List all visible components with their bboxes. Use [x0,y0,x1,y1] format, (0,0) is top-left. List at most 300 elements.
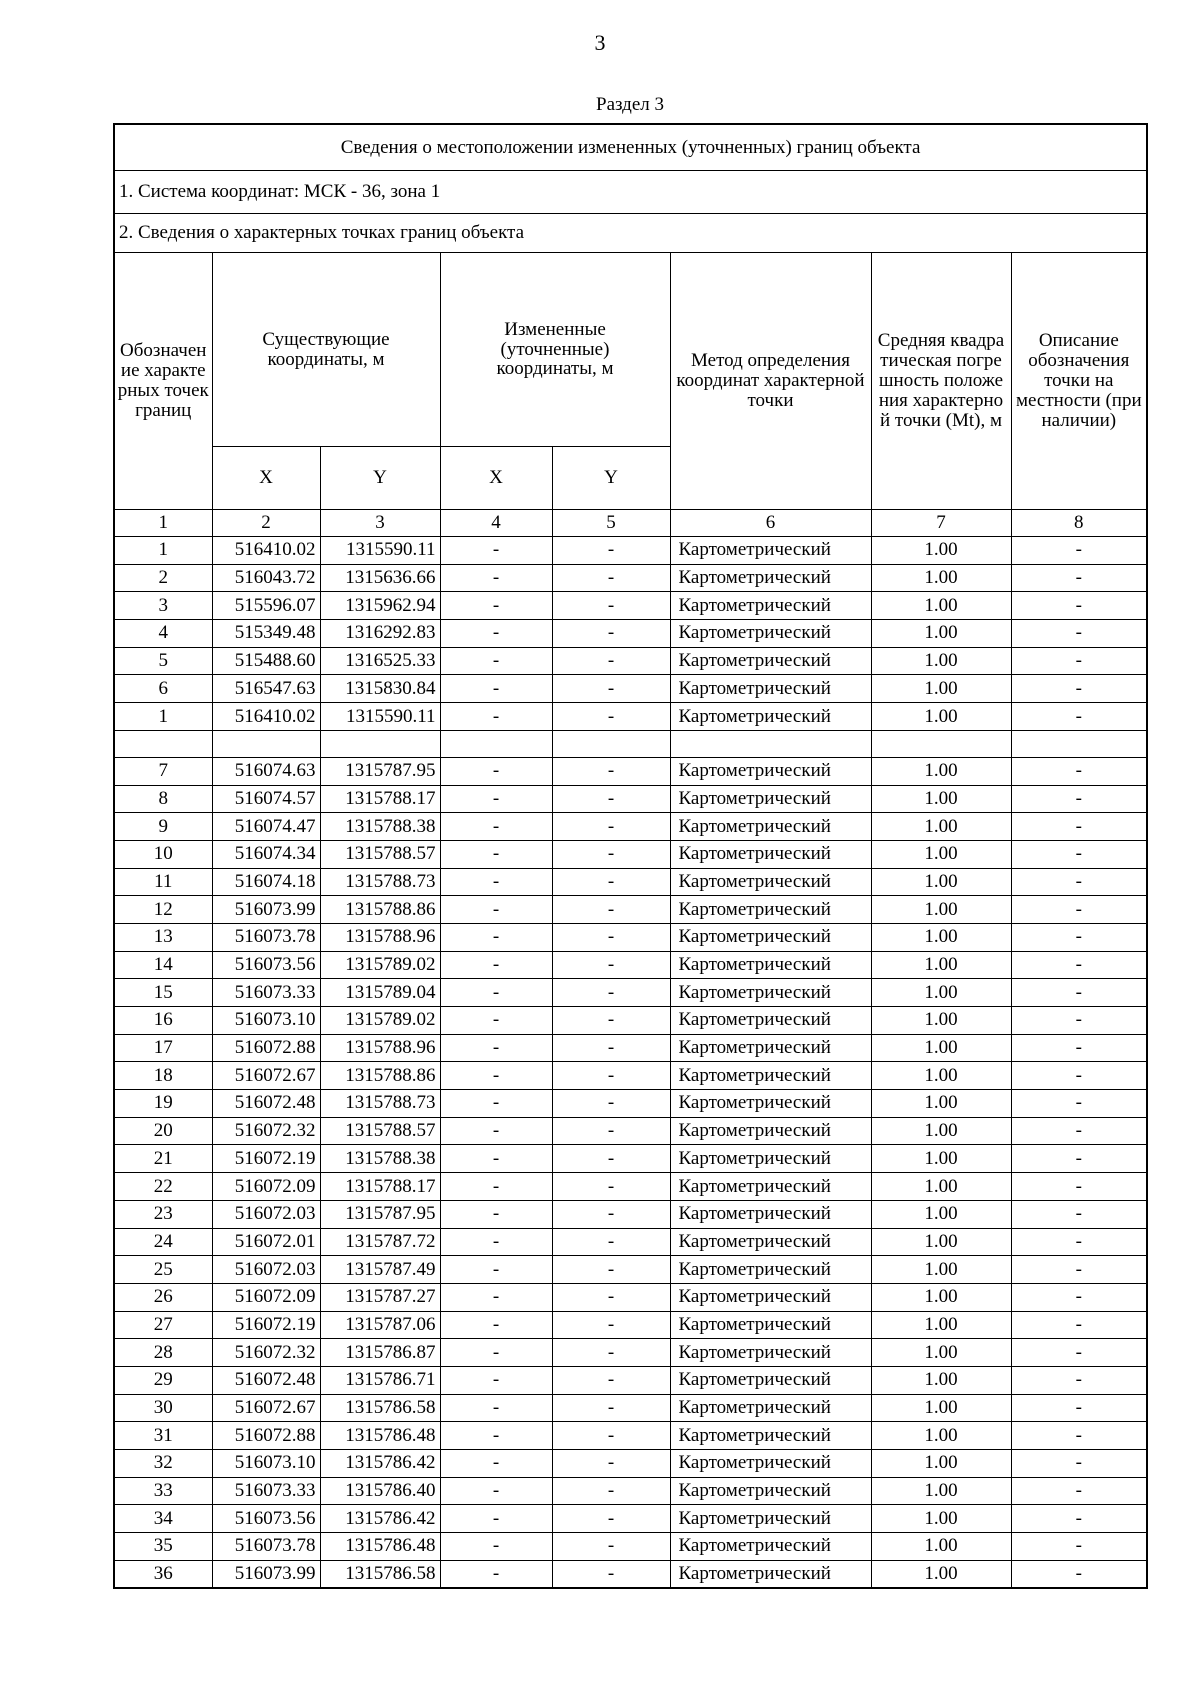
table-row [114,896,1147,924]
existing-x-cell: 516410.02 [212,537,320,565]
changed-y-cell: - [552,1090,670,1118]
changed-y-cell: - [552,1422,670,1450]
changed-x-cell: - [440,537,552,565]
error-cell: 1.00 [871,868,1011,896]
changed-x-cell: - [440,1450,552,1478]
method-cell: Картометрический [670,537,871,565]
existing-x-cell: 516072.48 [212,1366,320,1394]
header-description: Описание обозначения точки на местности (при наличии) [1011,253,1147,510]
table-row [114,1339,1147,1367]
existing-y-cell: 1315590.11 [320,703,440,731]
description-cell: - [1011,1283,1147,1311]
column-number: 6 [670,510,871,537]
empty-cell [670,730,871,757]
changed-x-cell: - [440,757,552,785]
table-row [114,675,1147,703]
changed-x-cell: - [440,1505,552,1533]
table-title: Сведения о местоположении измененных (уточненных) границ объекта [114,124,1147,171]
changed-y-cell: - [552,1533,670,1561]
method-cell: Картометрический [670,1505,871,1533]
changed-x-cell: - [440,813,552,841]
method-cell: Картометрический [670,1173,871,1201]
existing-y-cell: 1315590.11 [320,537,440,565]
existing-y-cell: 1315786.42 [320,1450,440,1478]
description-cell: - [1011,537,1147,565]
existing-y-cell: 1315788.57 [320,840,440,868]
point-number-cell: 32 [114,1450,212,1478]
changed-y-cell: - [552,896,670,924]
table-row [114,868,1147,896]
changed-y-cell: - [552,537,670,565]
changed-y-cell: - [552,1117,670,1145]
method-cell: Картометрический [670,979,871,1007]
table-row [114,1034,1147,1062]
changed-x-cell: - [440,1256,552,1284]
error-cell: 1.00 [871,647,1011,675]
method-cell: Картометрический [670,1450,871,1478]
changed-y-cell: - [552,1256,670,1284]
point-number-cell: 3 [114,592,212,620]
point-number-cell: 14 [114,951,212,979]
point-number-cell: 36 [114,1560,212,1588]
table-row [114,1173,1147,1201]
description-cell: - [1011,1339,1147,1367]
table-row [114,979,1147,1007]
description-cell: - [1011,703,1147,731]
table-row [114,592,1147,620]
changed-x-cell: - [440,1228,552,1256]
changed-y-cell: - [552,1311,670,1339]
changed-y-cell: - [552,1450,670,1478]
point-number-cell: 23 [114,1200,212,1228]
description-cell: - [1011,951,1147,979]
existing-x-cell: 516072.19 [212,1311,320,1339]
table-row [114,1533,1147,1561]
point-number-cell: 4 [114,620,212,648]
changed-x-cell: - [440,785,552,813]
changed-y-cell: - [552,951,670,979]
table-row [114,1422,1147,1450]
method-cell: Картометрический [670,703,871,731]
header-changed-y: Y [552,447,670,510]
changed-x-cell: - [440,1533,552,1561]
table-row [114,1062,1147,1090]
column-number: 4 [440,510,552,537]
changed-x-cell: - [440,1366,552,1394]
error-cell: 1.00 [871,896,1011,924]
error-cell: 1.00 [871,813,1011,841]
existing-x-cell: 516072.88 [212,1034,320,1062]
existing-y-cell: 1315788.17 [320,785,440,813]
table-row [114,1394,1147,1422]
description-cell: - [1011,757,1147,785]
error-cell: 1.00 [871,537,1011,565]
error-cell: 1.00 [871,592,1011,620]
table-row [114,1200,1147,1228]
error-cell: 1.00 [871,1256,1011,1284]
changed-x-cell: - [440,896,552,924]
table-row [114,1311,1147,1339]
table-row [114,757,1147,785]
table-row [114,703,1147,731]
description-cell: - [1011,979,1147,1007]
point-number-cell: 21 [114,1145,212,1173]
point-number-cell: 8 [114,785,212,813]
changed-y-cell: - [552,785,670,813]
changed-x-cell: - [440,951,552,979]
empty-cell [440,730,552,757]
changed-x-cell: - [440,1062,552,1090]
description-cell: - [1011,675,1147,703]
method-cell: Картометрический [670,1366,871,1394]
description-cell: - [1011,813,1147,841]
error-cell: 1.00 [871,1007,1011,1035]
column-number: 3 [320,510,440,537]
point-number-cell: 1 [114,537,212,565]
point-number-cell: 6 [114,675,212,703]
existing-x-cell: 516072.32 [212,1339,320,1367]
existing-x-cell: 516072.67 [212,1062,320,1090]
point-number-cell: 28 [114,1339,212,1367]
existing-x-cell: 516072.48 [212,1090,320,1118]
existing-y-cell: 1315789.04 [320,979,440,1007]
description-cell: - [1011,1311,1147,1339]
changed-y-cell: - [552,1007,670,1035]
description-cell: - [1011,564,1147,592]
method-cell: Картометрический [670,1062,871,1090]
changed-y-cell: - [552,923,670,951]
changed-y-cell: - [552,979,670,1007]
changed-x-cell: - [440,1477,552,1505]
table-row [114,1477,1147,1505]
description-cell: - [1011,868,1147,896]
point-number-cell: 30 [114,1394,212,1422]
point-number-cell: 35 [114,1533,212,1561]
point-number-cell: 17 [114,1034,212,1062]
existing-y-cell: 1316525.33 [320,647,440,675]
point-number-cell: 19 [114,1090,212,1118]
existing-x-cell: 516073.33 [212,1477,320,1505]
error-cell: 1.00 [871,1145,1011,1173]
changed-y-cell: - [552,592,670,620]
changed-x-cell: - [440,1560,552,1588]
changed-y-cell: - [552,1200,670,1228]
existing-y-cell: 1315788.38 [320,813,440,841]
changed-y-cell: - [552,1145,670,1173]
method-cell: Картометрический [670,1283,871,1311]
existing-x-cell: 515349.48 [212,620,320,648]
description-cell: - [1011,592,1147,620]
column-number: 7 [871,510,1011,537]
existing-y-cell: 1315788.96 [320,923,440,951]
column-number-row [114,510,1147,537]
existing-y-cell: 1315788.73 [320,868,440,896]
point-number-cell: 9 [114,813,212,841]
column-number: 1 [114,510,212,537]
header-existing-y: Y [320,447,440,510]
description-cell: - [1011,1228,1147,1256]
existing-x-cell: 516073.56 [212,951,320,979]
changed-y-cell: - [552,675,670,703]
existing-x-cell: 516073.33 [212,979,320,1007]
point-number-cell: 27 [114,1311,212,1339]
changed-y-cell: - [552,1034,670,1062]
existing-x-cell: 516072.01 [212,1228,320,1256]
existing-y-cell: 1315788.96 [320,1034,440,1062]
method-cell: Картометрический [670,923,871,951]
point-number-cell: 2 [114,564,212,592]
error-cell: 1.00 [871,785,1011,813]
changed-y-cell: - [552,1394,670,1422]
column-number: 8 [1011,510,1147,537]
error-cell: 1.00 [871,620,1011,648]
existing-y-cell: 1315636.66 [320,564,440,592]
changed-x-cell: - [440,1117,552,1145]
changed-x-cell: - [440,1007,552,1035]
header-existing-coordinates: Существующие координаты, м [212,253,440,447]
changed-y-cell: - [552,1339,670,1367]
changed-x-cell: - [440,703,552,731]
changed-x-cell: - [440,1090,552,1118]
existing-x-cell: 515488.60 [212,647,320,675]
method-cell: Картометрический [670,1560,871,1588]
description-cell: - [1011,1090,1147,1118]
existing-x-cell: 516072.09 [212,1173,320,1201]
description-cell: - [1011,1117,1147,1145]
existing-x-cell: 516074.18 [212,868,320,896]
method-cell: Картометрический [670,1422,871,1450]
empty-cell [1011,730,1147,757]
method-cell: Картометрический [670,647,871,675]
table-row [114,951,1147,979]
point-number-cell: 22 [114,1173,212,1201]
changed-y-cell: - [552,703,670,731]
existing-y-cell: 1315786.42 [320,1505,440,1533]
changed-x-cell: - [440,868,552,896]
method-cell: Картометрический [670,1117,871,1145]
changed-x-cell: - [440,675,552,703]
description-cell: - [1011,1560,1147,1588]
method-cell: Картометрический [670,1007,871,1035]
existing-x-cell: 516074.63 [212,757,320,785]
point-number-cell: 15 [114,979,212,1007]
existing-y-cell: 1315786.48 [320,1422,440,1450]
method-cell: Картометрический [670,1034,871,1062]
existing-y-cell: 1315788.38 [320,1145,440,1173]
empty-cell [552,730,670,757]
changed-x-cell: - [440,1200,552,1228]
header-existing-x: X [212,447,320,510]
changed-x-cell: - [440,1311,552,1339]
existing-x-cell: 516043.72 [212,564,320,592]
description-cell: - [1011,923,1147,951]
changed-y-cell: - [552,1477,670,1505]
table-row [114,1283,1147,1311]
point-number-cell: 25 [114,1256,212,1284]
table-row [114,647,1147,675]
point-number-cell: 24 [114,1228,212,1256]
table-row [114,1228,1147,1256]
boundary-points-table [113,123,1148,1589]
error-cell: 1.00 [871,1339,1011,1367]
changed-x-cell: - [440,1173,552,1201]
method-cell: Картометрический [670,757,871,785]
changed-y-cell: - [552,1062,670,1090]
existing-y-cell: 1315788.17 [320,1173,440,1201]
error-cell: 1.00 [871,1283,1011,1311]
table-row [114,813,1147,841]
description-cell: - [1011,1173,1147,1201]
existing-y-cell: 1315787.72 [320,1228,440,1256]
method-cell: Картометрический [670,785,871,813]
empty-cell [114,730,212,757]
description-cell: - [1011,1145,1147,1173]
error-cell: 1.00 [871,1117,1011,1145]
description-cell: - [1011,1450,1147,1478]
error-cell: 1.00 [871,564,1011,592]
existing-y-cell: 1315789.02 [320,1007,440,1035]
coordinate-system: 1. Система координат: МСК - 36, зона 1 [114,171,1147,214]
changed-y-cell: - [552,1283,670,1311]
description-cell: - [1011,1034,1147,1062]
point-number-cell: 34 [114,1505,212,1533]
description-cell: - [1011,1200,1147,1228]
existing-x-cell: 516072.67 [212,1394,320,1422]
changed-x-cell: - [440,1034,552,1062]
table-row [114,923,1147,951]
table-row [114,1505,1147,1533]
method-cell: Картометрический [670,1228,871,1256]
table-row [114,1366,1147,1394]
error-cell: 1.00 [871,1533,1011,1561]
existing-x-cell: 516547.63 [212,675,320,703]
existing-y-cell: 1315789.02 [320,951,440,979]
table-row [114,564,1147,592]
existing-y-cell: 1315788.73 [320,1090,440,1118]
existing-x-cell: 516072.09 [212,1283,320,1311]
point-number-cell: 16 [114,1007,212,1035]
existing-y-cell: 1315786.71 [320,1366,440,1394]
point-number-cell: 11 [114,868,212,896]
existing-y-cell: 1315787.49 [320,1256,440,1284]
table-row [114,1450,1147,1478]
existing-y-cell: 1315788.86 [320,896,440,924]
error-cell: 1.00 [871,1311,1011,1339]
header-method: Метод определения координат характерной точки [670,253,871,510]
existing-x-cell: 516073.10 [212,1450,320,1478]
point-number-cell: 18 [114,1062,212,1090]
point-number-cell: 1 [114,703,212,731]
changed-x-cell: - [440,840,552,868]
method-cell: Картометрический [670,813,871,841]
description-cell: - [1011,785,1147,813]
changed-x-cell: - [440,647,552,675]
point-number-cell: 7 [114,757,212,785]
existing-y-cell: 1315786.40 [320,1477,440,1505]
changed-y-cell: - [552,1173,670,1201]
existing-x-cell: 516073.56 [212,1505,320,1533]
existing-y-cell: 1315786.58 [320,1394,440,1422]
error-cell: 1.00 [871,951,1011,979]
point-number-cell: 31 [114,1422,212,1450]
changed-y-cell: - [552,1366,670,1394]
changed-x-cell: - [440,1422,552,1450]
existing-x-cell: 516072.03 [212,1256,320,1284]
table-row [114,1007,1147,1035]
existing-y-cell: 1315787.95 [320,757,440,785]
changed-y-cell: - [552,813,670,841]
error-cell: 1.00 [871,1366,1011,1394]
method-cell: Картометрический [670,1145,871,1173]
description-cell: - [1011,1062,1147,1090]
changed-y-cell: - [552,868,670,896]
error-cell: 1.00 [871,1228,1011,1256]
page-number: 3 [594,30,606,55]
method-cell: Картометрический [670,1394,871,1422]
method-cell: Картометрический [670,620,871,648]
changed-x-cell: - [440,979,552,1007]
error-cell: 1.00 [871,1173,1011,1201]
method-cell: Картометрический [670,675,871,703]
table-row [114,1145,1147,1173]
table-row [114,1256,1147,1284]
existing-x-cell: 516073.78 [212,923,320,951]
changed-x-cell: - [440,564,552,592]
header-error: Средняя квадратическая погрешность положения характерной точки (Mt), м [871,253,1011,510]
table-row [114,1090,1147,1118]
method-cell: Картометрический [670,1256,871,1284]
table-row [114,840,1147,868]
existing-x-cell: 516072.19 [212,1145,320,1173]
existing-x-cell: 516072.32 [212,1117,320,1145]
error-cell: 1.00 [871,923,1011,951]
column-number: 5 [552,510,670,537]
error-cell: 1.00 [871,1560,1011,1588]
error-cell: 1.00 [871,1394,1011,1422]
point-number-cell: 13 [114,923,212,951]
method-cell: Картометрический [670,564,871,592]
description-cell: - [1011,896,1147,924]
changed-y-cell: - [552,620,670,648]
changed-x-cell: - [440,592,552,620]
empty-cell [212,730,320,757]
method-cell: Картометрический [670,951,871,979]
error-cell: 1.00 [871,1505,1011,1533]
error-cell: 1.00 [871,1090,1011,1118]
header-changed-x: X [440,447,552,510]
method-cell: Картометрический [670,1090,871,1118]
error-cell: 1.00 [871,1477,1011,1505]
point-number-cell: 26 [114,1283,212,1311]
existing-x-cell: 516073.78 [212,1533,320,1561]
description-cell: - [1011,1366,1147,1394]
existing-y-cell: 1316292.83 [320,620,440,648]
changed-y-cell: - [552,1228,670,1256]
existing-x-cell: 516072.03 [212,1200,320,1228]
method-cell: Картометрический [670,1477,871,1505]
description-cell: - [1011,840,1147,868]
method-cell: Картометрический [670,1200,871,1228]
changed-x-cell: - [440,1145,552,1173]
method-cell: Картометрический [670,896,871,924]
description-cell: - [1011,1394,1147,1422]
error-cell: 1.00 [871,1062,1011,1090]
changed-y-cell: - [552,757,670,785]
table-row [114,1560,1147,1588]
changed-y-cell: - [552,564,670,592]
description-cell: - [1011,1422,1147,1450]
point-number-cell: 33 [114,1477,212,1505]
